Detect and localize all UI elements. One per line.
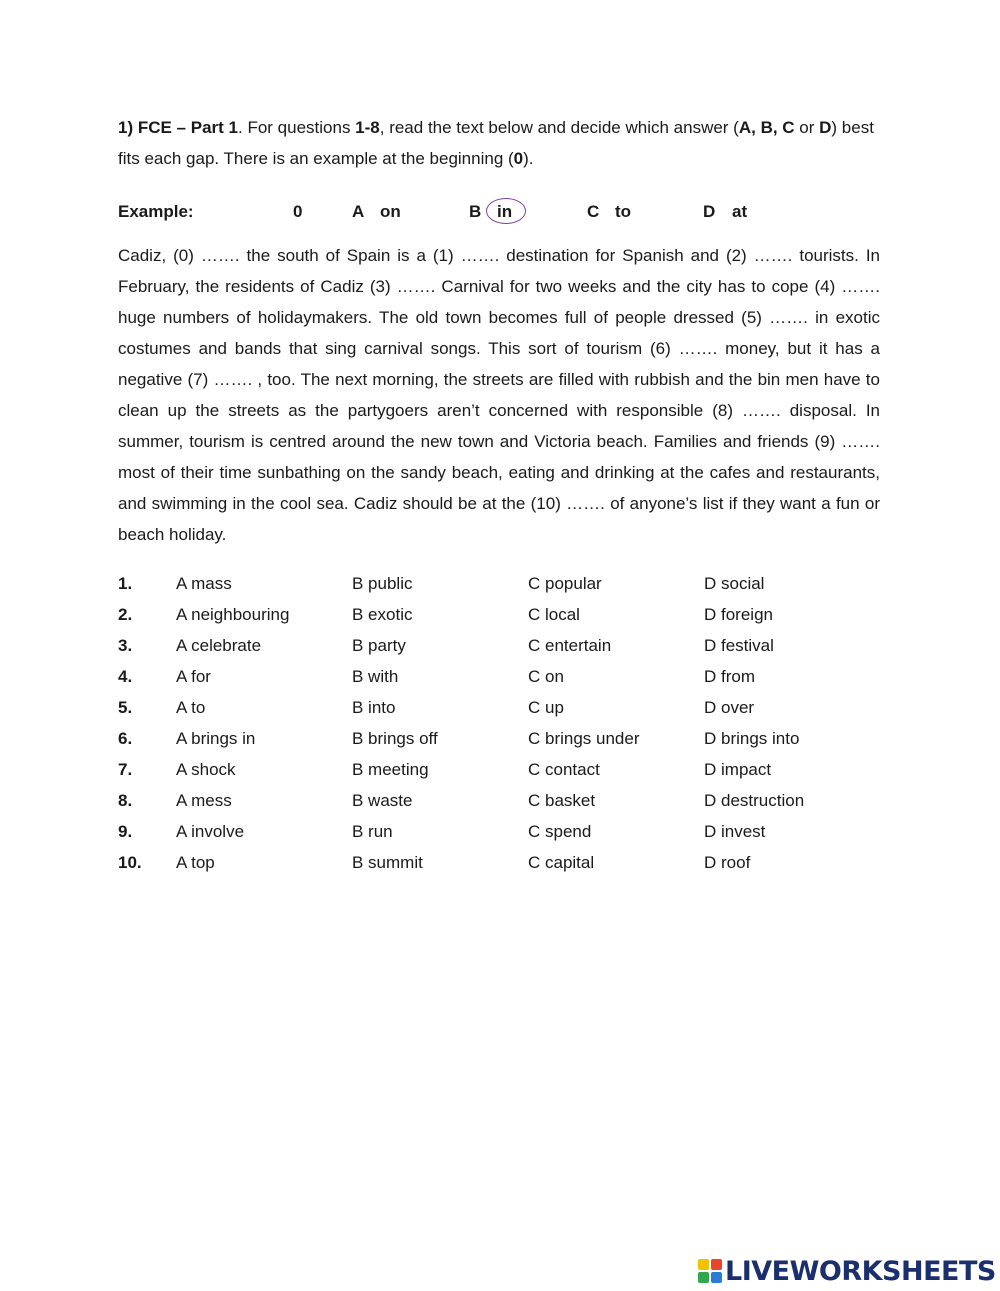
logo-square-3 xyxy=(698,1272,709,1283)
option-row xyxy=(118,754,880,785)
option-c: C basket xyxy=(528,791,596,810)
question-label: 1) FCE – Part 1 xyxy=(118,118,238,137)
logo-square-2 xyxy=(711,1259,722,1270)
example-option-d-letter: D xyxy=(703,202,716,221)
option-a: A to xyxy=(176,698,206,717)
option-d: D festival xyxy=(704,636,774,655)
passage-text: Cadiz, (0) ……. the south of Spain is a (1) ……. destination for Spanish and (2) ……. tourists. In February, the residents of Cadiz (3) ……. Carnival for two weeks and the city has to cope (4) ……. huge numbers of holidaymakers. The old town becomes full of people dressed (5) ……. in exotic costumes and bands that sing carnival songs. This sort of tourism (6) ……. money, but it has a negative (7) ……. , too. The next morning, the streets are filled with rubbish and the bin men have to clean up the streets as the partygoers aren’t concerned with responsible (8) ……. disposal. In summer, tourism is centred around the new town and Victoria beach. Families and friends (9) ……. most of their time sunbathing on the sandy beach, eating and drinking at the cafes and restaurants, and swimming in the cool sea. Cadiz should be at the (10) ……. of anyone’s list if they want a fun or beach holiday. xyxy=(118,246,880,544)
answer-choice-last: D xyxy=(819,118,832,137)
option-d: D brings into xyxy=(704,729,800,748)
example-option-b-word: in xyxy=(497,202,513,221)
option-row xyxy=(118,599,880,630)
option-d: D over xyxy=(704,698,755,717)
example-option-a-word: on xyxy=(380,202,401,221)
question-number: 7. xyxy=(118,760,133,779)
option-a: A brings in xyxy=(176,729,256,748)
question-number: 3. xyxy=(118,636,133,655)
option-a: A top xyxy=(176,853,215,872)
option-d: D destruction xyxy=(704,791,805,810)
instructions-text-1: . For questions xyxy=(238,118,356,137)
option-row xyxy=(118,568,880,599)
liveworksheets-logo-icon xyxy=(698,1259,722,1283)
option-c: C capital xyxy=(528,853,595,872)
instructions-text-2: , read the text below and decide which answer ( xyxy=(379,118,739,137)
options-list xyxy=(118,568,880,878)
question-number: 2. xyxy=(118,605,133,624)
option-row xyxy=(118,661,880,692)
example-option-b-letter: B xyxy=(469,202,482,221)
liveworksheets-brand xyxy=(698,1256,996,1286)
option-a: A neighbouring xyxy=(176,605,290,624)
option-d: D impact xyxy=(704,760,772,779)
option-d: D social xyxy=(704,574,765,593)
option-row xyxy=(118,847,880,878)
option-c: C popular xyxy=(528,574,602,593)
option-b: B run xyxy=(352,822,393,841)
instructions xyxy=(118,112,880,174)
option-d: D from xyxy=(704,667,755,686)
option-d: D roof xyxy=(704,853,751,872)
logo-square-4 xyxy=(711,1272,722,1283)
option-row xyxy=(118,816,880,847)
example-number: 0 xyxy=(293,202,303,221)
example-number-ref: 0 xyxy=(513,149,524,168)
option-b: B summit xyxy=(352,853,423,872)
option-a: A involve xyxy=(176,822,245,841)
option-c: C local xyxy=(528,605,580,624)
example-label: Example: xyxy=(118,202,194,221)
option-c: C on xyxy=(528,667,564,686)
question-number: 10. xyxy=(118,853,142,872)
option-c: C spend xyxy=(528,822,592,841)
instructions-text-3: or xyxy=(794,118,820,137)
example-option-d-word: at xyxy=(732,202,748,221)
option-d: D foreign xyxy=(704,605,773,624)
example-row xyxy=(118,197,880,227)
brand-name: LIVEWORKSHEETS xyxy=(725,1255,996,1287)
option-b: B with xyxy=(352,667,399,686)
option-a: A shock xyxy=(176,760,236,779)
option-row xyxy=(118,723,880,754)
option-a: A for xyxy=(176,667,211,686)
option-b: B public xyxy=(352,574,413,593)
option-c: C contact xyxy=(528,760,600,779)
option-b: B meeting xyxy=(352,760,429,779)
question-number: 6. xyxy=(118,729,133,748)
question-number: 1. xyxy=(118,574,133,593)
logo-square-1 xyxy=(698,1259,709,1270)
option-a: A celebrate xyxy=(176,636,262,655)
option-b: B into xyxy=(352,698,396,717)
instructions-text-5: ). xyxy=(523,149,534,168)
option-row xyxy=(118,630,880,661)
option-b: B party xyxy=(352,636,406,655)
question-range: 1-8 xyxy=(355,118,380,137)
example-option-c-word: to xyxy=(615,202,632,221)
question-number: 4. xyxy=(118,667,133,686)
option-b: B waste xyxy=(352,791,413,810)
option-c: C up xyxy=(528,698,564,717)
answer-choices: A, B, C xyxy=(738,118,795,137)
instructions-text-4: ) best fits each gap. There is an example at the beginning ( xyxy=(118,118,874,168)
question-number: 8. xyxy=(118,791,133,810)
option-d: D invest xyxy=(704,822,766,841)
worksheet-page xyxy=(118,112,880,878)
option-a: A mess xyxy=(176,791,232,810)
example-answer-circle xyxy=(486,198,526,224)
option-c: C entertain xyxy=(528,636,612,655)
option-c: C brings under xyxy=(528,729,640,748)
question-number: 9. xyxy=(118,822,133,841)
option-a: A mass xyxy=(176,574,232,593)
option-row xyxy=(118,785,880,816)
question-number: 5. xyxy=(118,698,133,717)
option-b: B brings off xyxy=(352,729,438,748)
option-b: B exotic xyxy=(352,605,413,624)
option-row xyxy=(118,692,880,723)
example-option-c-letter: C xyxy=(587,202,600,221)
example-option-a-letter: A xyxy=(352,202,365,221)
